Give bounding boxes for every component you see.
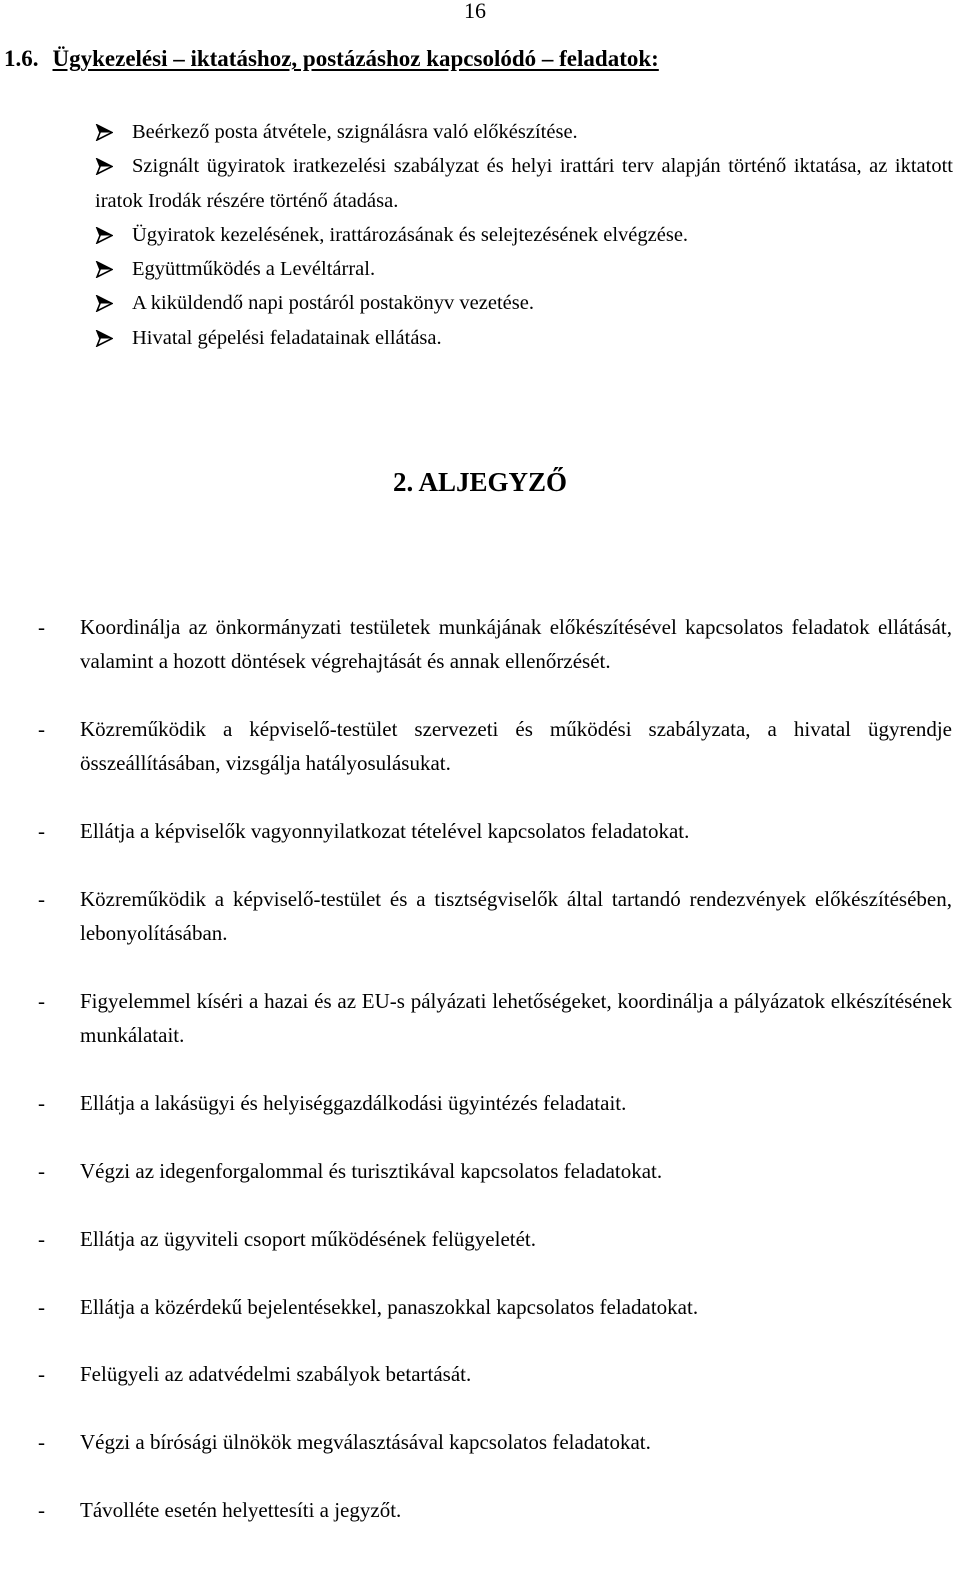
duty-item <box>0 1222 952 1256</box>
dash-marker: - <box>38 1226 45 1251</box>
arrowhead-bullet-icon <box>95 227 113 244</box>
dash-marker: - <box>38 819 45 844</box>
duty-item-text: Ellátja a lakásügyi és helyiséggazdálkodási ügyintézés feladatait. <box>80 1091 627 1116</box>
dash-marker: - <box>38 615 45 639</box>
duty-item <box>0 1425 952 1459</box>
duty-item-text: Végzi a bírósági ülnökök megválasztásával kapcsolatos feladatokat. <box>80 1430 651 1455</box>
dash-marker: - <box>38 1091 45 1116</box>
dash-marker: - <box>38 1158 45 1183</box>
duty-item <box>0 712 952 781</box>
dash-marker: - <box>38 886 45 911</box>
duty-item-text: Koordinálja az önkormányzati testületek munkájának előkészítésével kapcsolatos feladatok ellátását, valamint a hozott döntések végrehajtását és annak ellenőrzését. <box>80 615 952 674</box>
duty-item-text: Felügyeli az adatvédelmi szabályok betartását. <box>80 1362 472 1387</box>
duty-item-text: Ellátja a közérdekű bejelentésekkel, panaszokkal kapcsolatos feladatokat. <box>80 1294 699 1319</box>
dash-marker: - <box>38 1294 45 1319</box>
section-number: 1.6. <box>4 46 39 71</box>
dash-marker: - <box>38 1362 45 1387</box>
duty-list <box>0 610 960 1561</box>
bullet-item-text: Együttműködés a Levéltárral. <box>132 258 376 281</box>
bullet-item <box>95 115 953 149</box>
duty-item <box>0 882 952 951</box>
bullet-item <box>95 218 953 252</box>
duty-item <box>0 1086 952 1120</box>
dash-marker: - <box>38 1497 45 1522</box>
dash-marker: - <box>38 717 45 742</box>
page-number: 16 <box>464 0 486 23</box>
duty-item <box>0 1290 952 1324</box>
bullet-item-text: A kiküldendő napi postáról postakönyv vezetése. <box>132 292 534 315</box>
arrowhead-bullet-icon <box>95 295 113 312</box>
duty-item <box>0 1154 952 1188</box>
duty-item-text: Figyelemmel kíséri a hazai és az EU-s pályázati lehetőségeket, koordinálja a pályázatok elkészítésének munkálatait. <box>80 989 952 1048</box>
arrowhead-bullet-icon <box>95 124 113 141</box>
duty-item <box>0 984 952 1053</box>
arrowhead-bullet-icon <box>95 330 113 347</box>
duty-item-text: Közreműködik a képviselő-testület szervezeti és működési szabályzata, a hivatal ügyrendje összeállításában, vizsgálja hatályosulásukat. <box>80 717 952 776</box>
duty-item-text: Távolléte esetén helyettesíti a jegyzőt. <box>80 1497 402 1522</box>
bullet-item-text: Ügyiratok kezelésének, irattározásának és selejtezésének elvégzése. <box>132 223 689 246</box>
bullet-item <box>95 149 953 218</box>
bullet-item <box>95 252 953 286</box>
dash-marker: - <box>38 1430 45 1455</box>
dash-marker: - <box>38 989 45 1014</box>
duty-item <box>0 1493 952 1527</box>
bullet-item-text: Beérkező posta átvétele, szignálásra való előkészítése. <box>132 121 578 143</box>
arrowhead-bullet-icon <box>95 261 113 278</box>
task-bullet-list <box>95 115 953 355</box>
arrowhead-bullet-icon <box>95 158 113 175</box>
duty-item <box>0 610 952 679</box>
chapter-title: 2. ALJEGYZŐ <box>392 467 568 497</box>
bullet-item <box>95 286 953 320</box>
bullet-item <box>95 321 953 355</box>
section-heading <box>4 44 944 74</box>
bullet-item-text: Hivatal gépelési feladatainak ellátása. <box>132 326 442 349</box>
duty-item-text: Végzi az idegenforgalommal és turisztikával kapcsolatos feladatokat. <box>80 1158 663 1183</box>
duty-item-text: Ellátja a képviselők vagyonnyilatkozat tételével kapcsolatos feladatokat. <box>80 819 690 844</box>
section-title: Ügykezelési – iktatáshoz, postázáshoz kapcsolódó – feladatok: <box>52 46 659 71</box>
duty-item <box>0 814 952 848</box>
duty-item <box>0 1357 952 1391</box>
duty-item-text: Közreműködik a képviselő-testület és a tisztségviselők által tartandó rendezvények előkészítésében, lebonyolításában. <box>80 886 952 946</box>
duty-item-text: Ellátja az ügyviteli csoport működésének felügyeletét. <box>80 1226 537 1251</box>
bullet-item-text: Szignált ügyiratok iratkezelési szabályzat és helyi irattári terv alapján történő iktatása, az iktatott iratok Irodák részére történő átadása. <box>95 155 953 212</box>
